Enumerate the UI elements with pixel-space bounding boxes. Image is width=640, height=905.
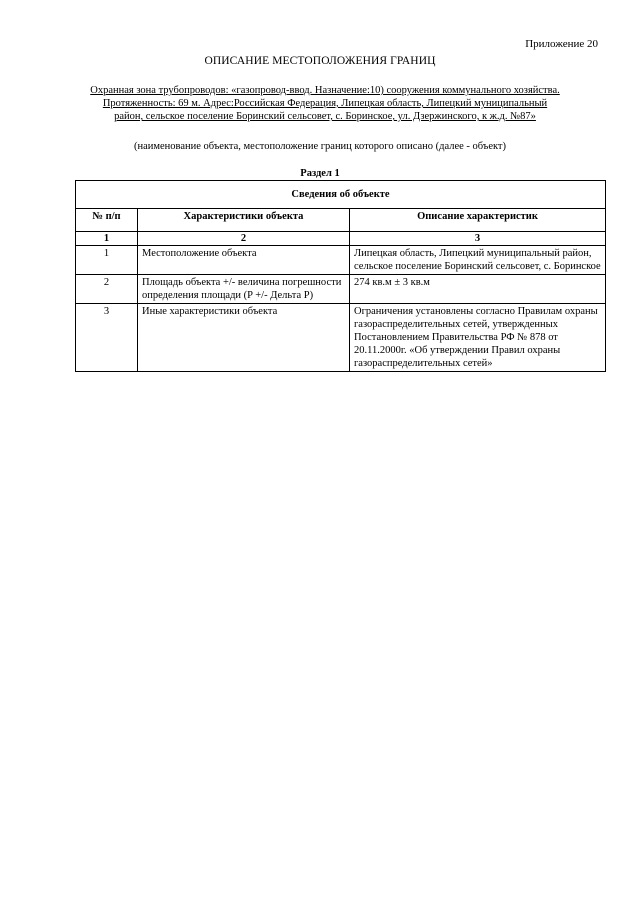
object-description: Охранная зона трубопроводов: «газопровод-ввод. Назначение:10) сооружения коммунального хозяйства. Протяженность: 69 м. Адрес:Российская Федерация, Липецкая область, Липецкий муниципальный район, сельское поселение Боринский сельсовет, с. Боринское, ул. Дзержинского, к ж.д. №87» <box>90 85 560 122</box>
document-title: ОПИСАНИЕ МЕСТОПОЛОЖЕНИЯ ГРАНИЦ <box>204 55 436 67</box>
table-row <box>76 246 606 275</box>
section-title: Раздел 1 <box>300 168 340 179</box>
column-header-characteristic: Характеристики объекта <box>138 209 350 232</box>
table-caption: Сведения об объекте <box>76 181 606 209</box>
row-description: Ограничения установлены согласно Правилам охраны газораспределительных сетей, утвержденных Постановлением Правительства РФ № 878 от 20.11.2000г. «Об утверждении Правил охраны газораспределительных сетей» <box>350 304 606 372</box>
column-header-description: Описание характеристик <box>350 209 606 232</box>
table-row <box>76 304 606 372</box>
column-header-number: № п/п <box>76 209 138 232</box>
row-characteristic: Площадь объекта +/- величина погрешности определения площади (P +/- Дельта P) <box>138 275 350 304</box>
table-row <box>76 275 606 304</box>
column-number-2: 2 <box>138 232 350 246</box>
row-number: 1 <box>76 246 138 275</box>
object-note: (наименование объекта, местоположение границ которого описано (далее - объект) <box>133 141 507 152</box>
appendix-label: Приложение 20 <box>525 38 598 50</box>
column-number-3: 3 <box>350 232 606 246</box>
column-number-1: 1 <box>76 232 138 246</box>
row-characteristic: Иные характеристики объекта <box>138 304 350 372</box>
row-number: 2 <box>76 275 138 304</box>
row-description: Липецкая область, Липецкий муниципальный район, сельское поселение Боринский сельсовет, с. Боринское <box>350 246 606 275</box>
row-description: 274 кв.м ± 3 кв.м <box>350 275 606 304</box>
row-characteristic: Местоположение объекта <box>138 246 350 275</box>
row-number: 3 <box>76 304 138 372</box>
object-info-table <box>75 180 606 372</box>
